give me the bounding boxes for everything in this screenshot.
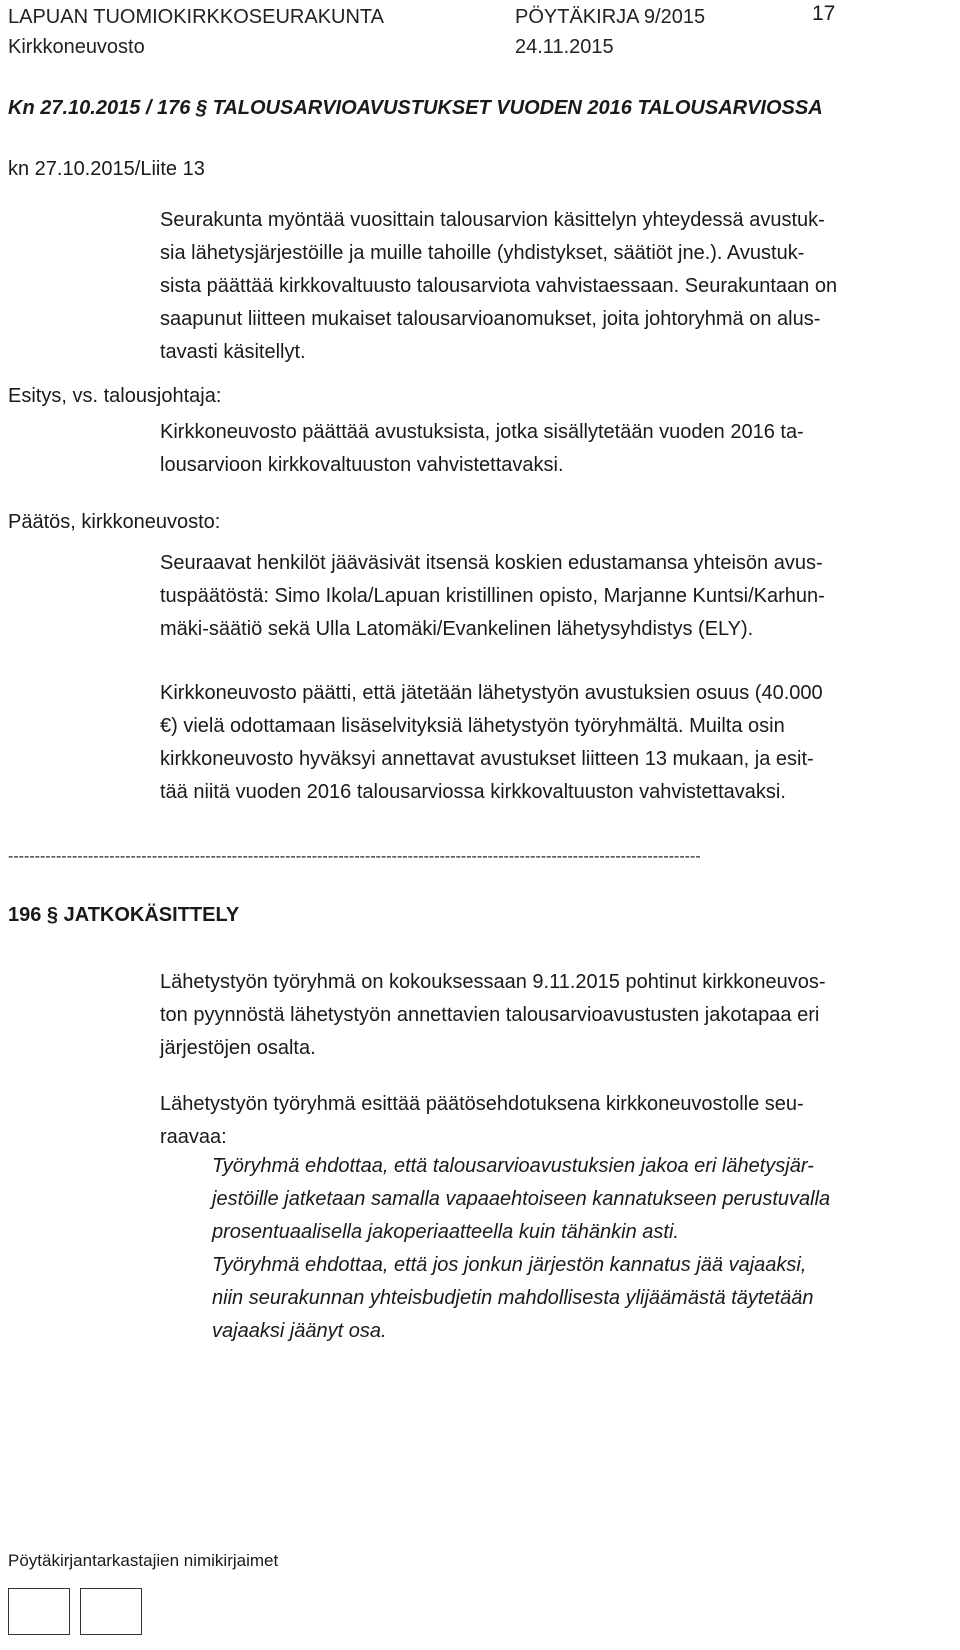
- signature-label: Pöytäkirjantarkastajien nimikirjaimet: [8, 1551, 279, 1570]
- text-line: Kirkkoneuvosto päättää avustuksista, jotka sisällytetään vuoden 2016 ta-: [160, 421, 804, 443]
- text-line: saapunut liitteen mukaiset talousarvioanomukset, joita johtoryhmä on alus-: [160, 308, 821, 330]
- text-line: Seurakunta myöntää vuosittain talousarvion käsittelyn yhteydessä avustuk-: [160, 209, 825, 231]
- header-doc: PÖYTÄKIRJA 9/2015: [515, 6, 706, 28]
- decision-label: Päätös, kirkkoneuvosto:: [8, 511, 221, 533]
- decision-paragraph-2: [160, 677, 925, 809]
- quote-line: niin seurakunnan yhteisbudjetin mahdollisesta ylijäämästä täytetään: [212, 1287, 814, 1309]
- intro-paragraph: [160, 204, 925, 369]
- header-date: 24.11.2015: [515, 36, 614, 58]
- decision-paragraph-1: [160, 547, 925, 646]
- page-number: 17: [812, 2, 836, 25]
- text-line: ton pyynnöstä lähetystyön annettavien talousarvioavustusten jakotapaa eri: [160, 1004, 820, 1026]
- signature-box-1[interactable]: [8, 1588, 70, 1635]
- text-line: mäki-säätiö sekä Ulla Latomäki/Evankelinen lähetysyhdistys (ELY).: [160, 618, 754, 640]
- quote-line: jestöille jatketaan samalla vapaaehtoiseen kannatukseen perustuvalla: [212, 1188, 831, 1210]
- quote-line: Työryhmä ehdottaa, että talousarvioavustuksien jakoa eri lähetysjär-: [212, 1155, 814, 1177]
- section-separator: ----------------------------------------------------------------------------------------------------------------------------------: [8, 848, 701, 865]
- text-line: sista päättää kirkkovaltuusto talousarviota vahvistaessaan. Seurakuntaan on: [160, 275, 838, 297]
- proposal-quote-1: [212, 1150, 927, 1249]
- text-line: lousarvioon kirkkovaltuuston vahvistettavaksi.: [160, 454, 564, 476]
- header-body: Kirkkoneuvosto: [8, 36, 145, 58]
- section-title-176: Kn 27.10.2015 / 176 § TALOUSARVIOAVUSTUKSET VUODEN 2016 TALOUSARVIOSSA: [8, 97, 823, 119]
- quote-line: prosentuaalisella jakoperiaatteella kuin tähänkin asti.: [212, 1221, 679, 1243]
- signature-box-2[interactable]: [80, 1588, 142, 1635]
- jatko-paragraph-1: [160, 966, 925, 1065]
- text-line: järjestöjen osalta.: [160, 1037, 316, 1059]
- proposal-quote-2: [212, 1249, 927, 1348]
- text-line: Kirkkoneuvosto päätti, että jätetään lähetystyön avustuksien osuus (40.000: [160, 682, 823, 704]
- quote-line: vajaaksi jäänyt osa.: [212, 1320, 387, 1342]
- attachment-reference: kn 27.10.2015/Liite 13: [8, 158, 205, 180]
- text-line: €) vielä odottamaan lisäselvityksiä lähetystyön työryhmältä. Muilta osin: [160, 715, 785, 737]
- text-line: Seuraavat henkilöt jääväsivät itsensä koskien edustamansa yhteisön avus-: [160, 552, 823, 574]
- section-title-196: 196 § JATKOKÄSITTELY: [8, 904, 240, 926]
- text-line: Lähetystyön työryhmä esittää päätösehdotuksena kirkkoneuvostolle seu-: [160, 1093, 804, 1115]
- text-line: raavaa:: [160, 1126, 227, 1148]
- text-line: tää niitä vuoden 2016 talousarviossa kirkkovaltuuston vahvistettavaksi.: [160, 781, 786, 803]
- text-line: kirkkoneuvosto hyväksyi annettavat avustukset liitteen 13 mukaan, ja esit-: [160, 748, 814, 770]
- text-line: Lähetystyön työryhmä on kokouksessaan 9.11.2015 pohtinut kirkkoneuvos-: [160, 971, 826, 993]
- jatko-paragraph-2: [160, 1088, 925, 1154]
- header-org: LAPUAN TUOMIOKIRKKOSEURAKUNTA: [8, 6, 384, 28]
- proposal-paragraph: [160, 416, 925, 482]
- text-line: tuspäätöstä: Simo Ikola/Lapuan kristillinen opisto, Marjanne Kuntsi/Karhun-: [160, 585, 825, 607]
- text-line: tavasti käsitellyt.: [160, 341, 306, 363]
- proposal-label: Esitys, vs. talousjohtaja:: [8, 385, 222, 407]
- text-line: sia lähetysjärjestöille ja muille tahoille (yhdistykset, säätiöt jne.). Avustuk-: [160, 242, 805, 264]
- quote-line: Työryhmä ehdottaa, että jos jonkun järjestön kannatus jää vajaaksi,: [212, 1254, 807, 1276]
